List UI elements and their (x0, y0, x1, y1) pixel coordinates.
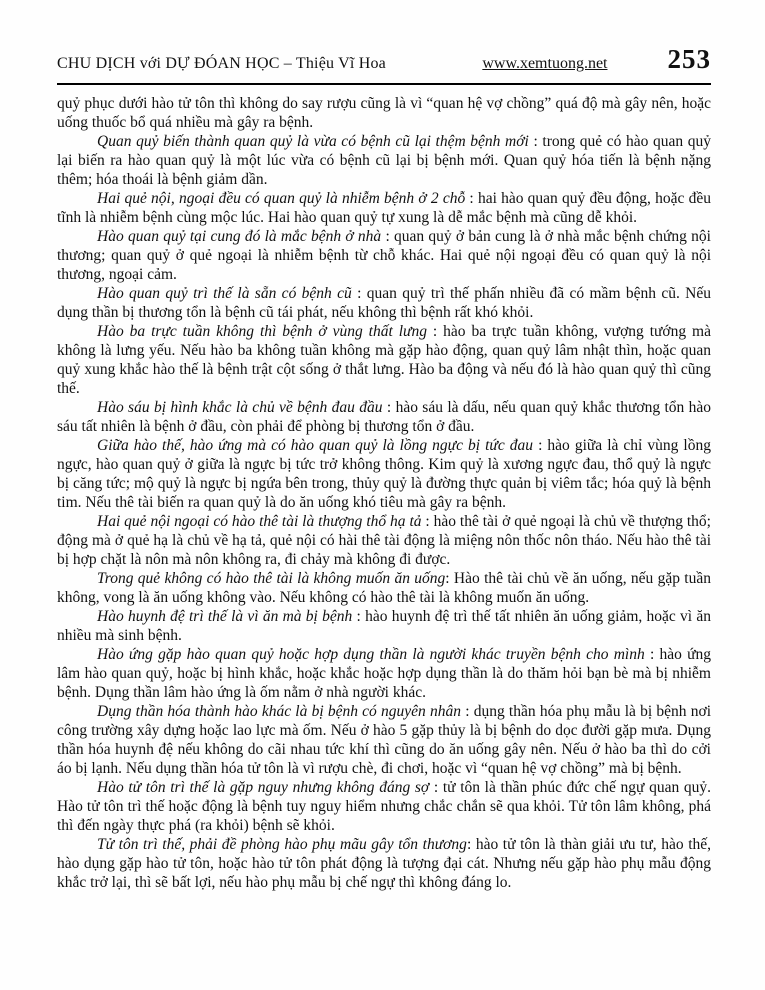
paragraph-text: hai hào quan quỷ đều động, hoặc đều tĩnh là nhiễm bệnh cùng mộc lúc. Hai hào quan quỷ tự xung là dễ mắc bệnh mà cũng dễ khỏi. (57, 190, 711, 226)
paragraph (57, 607, 711, 645)
paragraph-separator: : (465, 190, 478, 207)
paragraph (57, 284, 711, 322)
paragraph-lead: Trong quẻ không có hào thê tài là không muốn ăn uống (97, 570, 446, 587)
paragraph-separator: : (352, 608, 366, 625)
paragraph-separator: : (644, 646, 660, 663)
paragraph-separator: : (382, 399, 396, 416)
paragraph-separator: : (460, 703, 474, 720)
paragraph-separator: : (426, 323, 444, 340)
paragraph-text: Hào thê tài chủ về ăn uống, nếu gặp tuần không, vong là ăn uống không vào. Nếu không có hào thê tài là không muốn ăn uống. (57, 570, 711, 606)
paragraph-lead: Dụng thần hóa thành hào khác là bị bệnh có nguyên nhân (97, 703, 461, 720)
paragraph-separator: : (351, 285, 367, 302)
paragraph-text: hào sáu là dấu, nếu quan quỷ khắc thương tổn hào sáu tất nhiên là bệnh ở đầu, còn phải để phòng bị thương tổn ở đầu. (57, 399, 711, 435)
paragraph-text: quỷ phục dưới hào tử tôn thì không do say rượu cũng là vì “quan hệ vợ chồng” quá độ mà gây nên, hoặc uống thuốc bổ quá nhiều mà gây ra bệnh. (57, 95, 711, 131)
paragraph-text: hào ba trực tuần không, vượng tướng mà không là lưng yếu. Nếu hào ba không tuần không mà gặp hào động, quan quỷ lâm nhật thìn, hoặc quan quỷ xung khắc hào thế là bệnh trật cột sống ở thắt lưng. Hào ba động và nếu đó là hào quan quỷ thì cũng thế. (57, 323, 711, 397)
paragraph-lead: Quan quỷ biến thành quan quỷ là vừa có bệnh cũ lại thệm bệnh mới (97, 133, 529, 150)
paragraph-separator: : (466, 836, 476, 853)
paragraph-text: trong quẻ có hào quan quỷ lại biến ra hào quan quỷ là một lúc vừa có bệnh cũ lại bị bệnh mới. Quan quỷ hóa tiến là bệnh nặng thêm; hóa thoái là bệnh giảm dần. (57, 133, 711, 188)
paragraph-text: quan quỷ ở bản cung là ở nhà mắc bệnh chứng nội thương; quan quỷ ở quẻ ngoại là nhiễm bệnh từ chỗ khác. Hai quẻ nội ngoại đều có quan quỷ là nội thương, ngoại cảm. (57, 228, 711, 283)
paragraph-separator: : (381, 228, 395, 245)
paragraph-lead: Hào quan quỷ trì thế là sẵn có bệnh cũ (97, 285, 352, 302)
paragraph (57, 512, 711, 569)
paragraph-separator: : (528, 133, 543, 150)
paragraph (57, 778, 711, 835)
paragraph-separator: : (445, 570, 454, 587)
page-body (57, 94, 711, 892)
paragraph (57, 702, 711, 778)
paragraph-text: dụng thần hóa phụ mẫu là bị bệnh nơi công trường xây dựng hoặc lao lực mà ốm. Nếu ở hào 5 gặp thủy là bị bệnh do dọc đười gặp mưa. Dụng thần hóa huynh đệ nếu không do cãi nhau tức khí thì cũng do ăn uống gây nên. Nếu ở hào ba thì do cởi áo bị lạnh. Nếu dụng thần hóa tử tôn là vì rượu chè, đi chơi, hoặc vì “quan hệ vợ chồng” mà bị bệnh. (57, 703, 712, 777)
document-title: CHU DỊCH với DỰ ĐÓAN HỌC – Thiệu Vĩ Hoa (57, 55, 386, 72)
paragraph-text: tử tôn là thần phúc đức chế ngự quan quỷ. Hào tử tôn trì thế hoặc động là bệnh tuy nguy hiểm nhưng chắc chắn sẽ qua khỏi. Tử tôn lâm không, phá thì đến ngày thực phá (ra khỏi) bệnh sẽ khỏi. (57, 779, 712, 834)
paragraph (57, 227, 711, 284)
paragraph-separator: : (533, 437, 548, 454)
page-number: 253 (667, 44, 711, 74)
paragraph (57, 322, 711, 398)
paragraph-separator: : (421, 513, 434, 530)
paragraph (57, 645, 711, 702)
paragraph (57, 436, 711, 512)
paragraph-lead: Hào ba trực tuần không thì bệnh ở vùng thất lưng (97, 323, 427, 340)
paragraph-lead: Hai quẻ nội ngoại có hào thê tài là thượng thổ hạ tả (97, 513, 422, 530)
paragraph-lead: Giữa hào thế, hào ứng mà có hào quan quỷ là lồng ngực bị tức đau (97, 437, 534, 454)
paragraph (57, 94, 711, 132)
paragraph-separator: : (429, 779, 443, 796)
paragraph-lead: Tử tôn trì thế, phải đề phòng hào phụ mãu gây tổn thương (97, 836, 467, 853)
paragraph (57, 569, 711, 607)
paragraph-lead: Hào ứng gặp hào quan quỷ hoặc hợp dụng thần là người khác truyền bệnh cho mình (97, 646, 645, 663)
paragraph (57, 398, 711, 436)
paragraph-text: hào ứng lâm hào quan quỷ, hoặc bị hình khắc, hoặc khắc hoặc hợp dụng thần là do thăm hỏi bạn bè mà bị nhiễm bệnh. Dụng thần lâm hào ứng là ốm nằm ở nhà người khác. (57, 646, 711, 701)
paragraph-lead: Hào tử tôn trì thế là gặp nguy nhưng không đáng sợ (97, 779, 430, 796)
paragraph-text: hào giữa là chỉ vùng lồng ngực, hào quan quỷ ở giữa là ngực bị tức trở không thông. Kim quỷ là xương ngực đau, thổ quỷ là ngực bị căng tức; mộ quỷ là ngực bị ngứa bên trong, thủy quỷ là đường thực quản bị viêm tắc; hóa quỷ là bệnh tim. Nếu thê tài biến ra quan quỷ là do ăn uống khó tiêu mà gây ra bệnh. (57, 437, 711, 511)
page-header (57, 0, 711, 85)
paragraph-text: hào tử tôn là thàn giải ưu tư, hào thế, hào dụng gặp hào tử tôn, hoặc hào tử tôn phát động là tượng đại cát. Nhưng nếu gặp hào phụ mẫu động khắc trở lại, thì sẽ bất lợi, nếu hào phụ mẫu bị chế ngự thì không đáng lo. (57, 836, 712, 891)
paragraph-lead: Hào huynh đệ trì thế là vì ăn mà bị bệnh (97, 608, 353, 625)
paragraph-text: hào huynh đệ trì thế tất nhiên ăn uống giảm, hoặc vì ăn nhiều mà sinh bệnh. (57, 608, 711, 644)
paragraph (57, 835, 711, 892)
paragraph-text: hào thê tài ở quẻ ngoại là chủ về thượng thổ; động mà ở quẻ hạ là chủ về hạ tả, quẻ nội có hài thê tài động là miệng nôn thốc nôn tháo. Nếu hào thê tài bị hợp chặt là nôn mà nôn không ra, đi chảy mà không đi được. (57, 513, 711, 568)
paragraph (57, 189, 711, 227)
paragraph-text: quan quỷ trì thế phấn nhiều đã có mầm bệnh cũ. Nếu dụng thần bị thương tổn là bệnh cũ tái phát, nếu không thì bệnh rất khó khỏi. (57, 285, 711, 321)
paragraph-lead: Hào sáu bị hình khắc là chủ về bệnh đau đầu (97, 399, 383, 416)
paragraph (57, 132, 711, 189)
paragraph-lead: Hai quẻ nội, ngoại đều có quan quỷ là nhiễm bệnh ở 2 chỗ (97, 190, 466, 207)
paragraph-lead: Hào quan quỷ tại cung đó là mắc bệnh ở nhà (97, 228, 382, 245)
website-url: www.xemtuong.net (482, 55, 608, 72)
